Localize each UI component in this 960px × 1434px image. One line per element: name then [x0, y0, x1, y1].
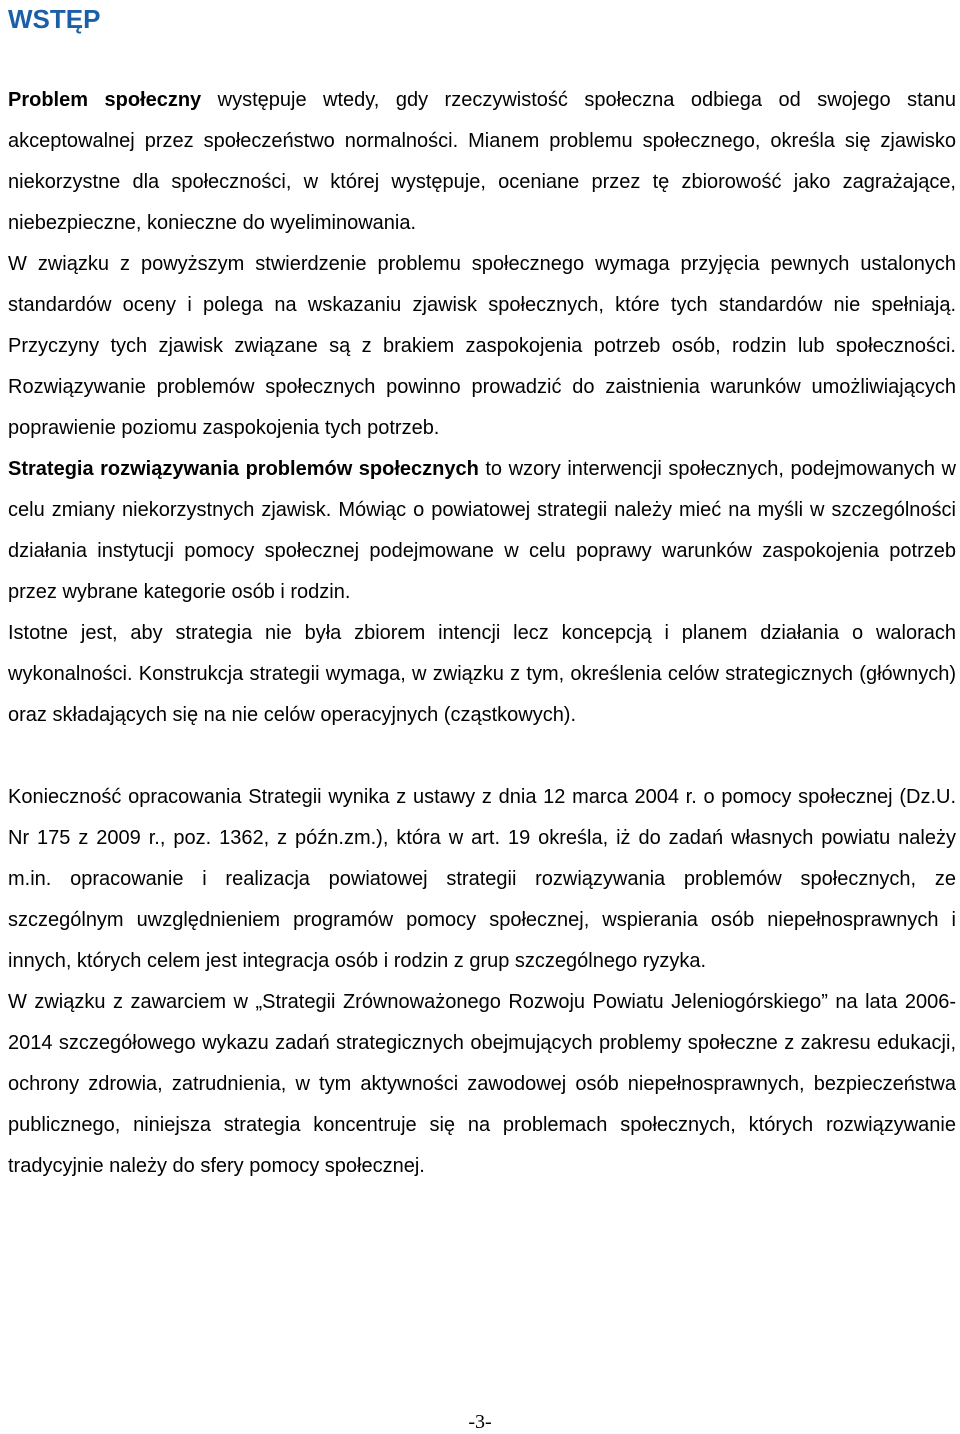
section-heading: WSTĘP [8, 4, 101, 34]
term-strategia: Strategia rozwiązywania problemów społecznych [8, 458, 479, 480]
page-number: -3- [468, 1411, 492, 1433]
paragraph-legal-basis: Konieczność opracowania Strategii wynika z ustawy z dnia 12 marca 2004 r. o pomocy społecznej (Dz.U. Nr 175 z 2009 r., poz. 1362, z późn.zm.), która w art. 19 określa, iż do zadań własnych powiatu należy m.in. opracowanie i realizacja powiatowej strategii rozwiązywania problemów społecznych, ze szczególnym uwzględnieniem programów pomocy społecznej, wspierania osób niepełnosprawnych i innych, których celem jest integracja osób i rodzin z grup szczególnego ryzyka. [8, 786, 956, 972]
paragraph-problem-standards: W związku z powyższym stwierdzenie problemu społecznego wymaga przyjęcia pewnych ustalonych standardów oceny i polega na wskazaniu zjawisk społecznych, które tych standardów nie spełniają. Przyczyny tych zjawisk związane są z brakiem zaspokojenia potrzeb osób, rodzin lub społeczności. Rozwiązywanie problemów społecznych powinno prowadzić do zaistnienia warunków umożliwiających poprawienie poziomu zaspokojenia tych potrzeb. [8, 253, 956, 439]
paragraph-text: to wzory interwencji społecznych, podejmowanych w celu zmiany niekorzystnych zjawisk. Mówiąc o powiatowej strategii należy mieć na myśli w szczególności działania instytucji pomocy społecznej podejmowane w celu poprawy warunków zaspokojenia potrzeb przez wybrane kategorie osób i rodzin. [8, 458, 956, 603]
paragraph-text: występuje wtedy, gdy rzeczywistość społeczna odbiega od swojego stanu akceptowalnej przez społeczeństwo normalności. Mianem problemu społecznego, określa się zjawisko niekorzystne dla społeczności, w której występuje, oceniane przez tę zbiorowość jako zagrażające, niebezpieczne, konieczne do wyeliminowania. [8, 89, 956, 234]
term-problem-spoleczny: Problem społeczny [8, 89, 202, 111]
paragraph-problem-definition [8, 80, 956, 244]
body-text [8, 80, 956, 1187]
paragraph-strategy-feasibility: Istotne jest, aby strategia nie była zbiorem intencji lecz koncepcją i planem działania o walorach wykonalności. Konstrukcja strategii wymaga, w związku z tym, określenia celów strategicznych (głównych) oraz składających się na nie celów operacyjnych (cząstkowych). [8, 622, 956, 726]
paragraph-strategy-definition [8, 449, 956, 613]
paragraph-strategy-scope: W związku z zawarciem w „Strategii Zrównoważonego Rozwoju Powiatu Jeleniogórskiego” na lata 2006-2014 szczegółowego wykazu zadań strategicznych obejmujących problemy społeczne z zakresu edukacji, ochrony zdrowia, zatrudnienia, w tym aktywności zawodowej osób niepełnosprawnych, bezpieczeństwa publicznego, niniejsza strategia koncentruje się na problemach społecznych, których rozwiązywanie tradycyjnie należy do sfery pomocy społecznej. [8, 991, 956, 1177]
